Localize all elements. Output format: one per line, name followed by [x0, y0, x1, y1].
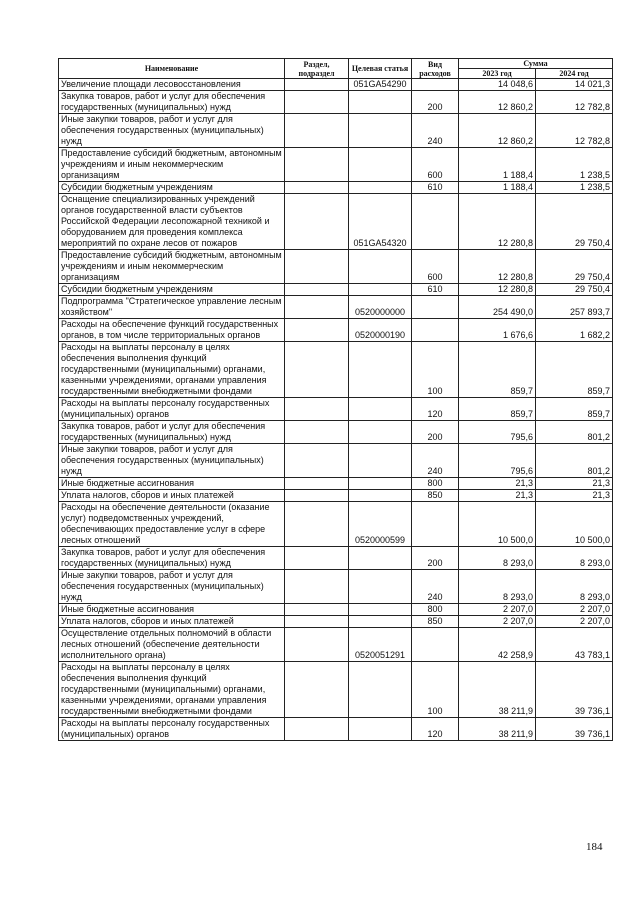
row-name: Закупка товаров, работ и услуг для обеспечения государственных (муниципальных) нужд [59, 421, 285, 444]
row-name: Закупка товаров, работ и услуг для обеспечения государственных (муниципальных) нужд [59, 91, 285, 114]
row-article: 051GA54290 [349, 79, 412, 91]
table-row [59, 718, 613, 741]
table-row [59, 490, 613, 502]
row-section [285, 490, 349, 502]
row-value-2024: 1 238,5 [536, 182, 613, 194]
row-article [349, 398, 412, 421]
row-section [285, 421, 349, 444]
row-type: 120 [412, 718, 459, 741]
table-body [59, 79, 613, 741]
row-name: Уплата налогов, сборов и иных платежей [59, 490, 285, 502]
row-value-2023: 14 048,6 [459, 79, 536, 91]
row-name: Расходы на выплаты персоналу государственных (муниципальных) органов [59, 718, 285, 741]
row-value-2024: 12 782,8 [536, 114, 613, 148]
row-section [285, 296, 349, 319]
row-type: 100 [412, 342, 459, 398]
row-value-2024: 39 736,1 [536, 718, 613, 741]
row-article: 0520000000 [349, 296, 412, 319]
row-value-2024: 14 021,3 [536, 79, 613, 91]
row-value-2024: 29 750,4 [536, 284, 613, 296]
table-row [59, 662, 613, 718]
row-value-2023: 1 676,6 [459, 319, 536, 342]
row-article [349, 421, 412, 444]
table-row [59, 250, 613, 284]
row-article [349, 616, 412, 628]
row-section [285, 604, 349, 616]
header-year-2023: 2023 год [459, 69, 536, 79]
row-section [285, 478, 349, 490]
row-article [349, 718, 412, 741]
row-name: Иные бюджетные ассигнования [59, 478, 285, 490]
row-article [349, 182, 412, 194]
row-type [412, 79, 459, 91]
row-value-2023: 795,6 [459, 421, 536, 444]
row-type: 120 [412, 398, 459, 421]
row-type: 610 [412, 182, 459, 194]
row-value-2024: 10 500,0 [536, 502, 613, 547]
row-name: Расходы на выплаты персоналу государственных (муниципальных) органов [59, 398, 285, 421]
row-article [349, 284, 412, 296]
row-section [285, 79, 349, 91]
table-row [59, 194, 613, 250]
row-name: Субсидии бюджетным учреждениям [59, 284, 285, 296]
row-value-2024: 29 750,4 [536, 250, 613, 284]
row-type [412, 628, 459, 662]
header-year-2024: 2024 год [536, 69, 613, 79]
row-value-2023: 12 860,2 [459, 114, 536, 148]
header-sum: Сумма [459, 59, 613, 69]
row-name: Осуществление отдельных полномочий в области лесных отношений (обеспечение деятельности исполнительного органа) [59, 628, 285, 662]
table-row [59, 91, 613, 114]
row-section [285, 616, 349, 628]
row-value-2024: 859,7 [536, 342, 613, 398]
row-type [412, 194, 459, 250]
row-section [285, 444, 349, 478]
row-value-2023: 859,7 [459, 342, 536, 398]
row-value-2023: 38 211,9 [459, 662, 536, 718]
row-article [349, 444, 412, 478]
table-row [59, 398, 613, 421]
row-section [285, 319, 349, 342]
table-row [59, 547, 613, 570]
row-value-2024: 12 782,8 [536, 91, 613, 114]
row-value-2023: 38 211,9 [459, 718, 536, 741]
header-section: Раздел, подраздел [285, 59, 349, 79]
row-article: 0520000599 [349, 502, 412, 547]
row-section [285, 502, 349, 547]
row-value-2023: 1 188,4 [459, 148, 536, 182]
row-type: 600 [412, 148, 459, 182]
row-value-2024: 8 293,0 [536, 547, 613, 570]
row-article: 0520000190 [349, 319, 412, 342]
row-section [285, 148, 349, 182]
table-row [59, 616, 613, 628]
budget-table [58, 58, 613, 741]
row-article [349, 114, 412, 148]
row-section [285, 398, 349, 421]
row-section [285, 182, 349, 194]
table-row [59, 284, 613, 296]
row-value-2024: 8 293,0 [536, 570, 613, 604]
table-row [59, 570, 613, 604]
row-value-2023: 21,3 [459, 478, 536, 490]
row-value-2023: 12 280,8 [459, 284, 536, 296]
row-section [285, 662, 349, 718]
row-type [412, 319, 459, 342]
row-value-2024: 21,3 [536, 490, 613, 502]
row-article [349, 478, 412, 490]
row-name: Расходы на обеспечение функций государственных органов, в том числе территориальных органов [59, 319, 285, 342]
row-section [285, 250, 349, 284]
page-number: 184 [586, 841, 603, 853]
row-type: 200 [412, 421, 459, 444]
row-article [349, 604, 412, 616]
table-row [59, 79, 613, 91]
row-article [349, 490, 412, 502]
row-section [285, 194, 349, 250]
row-type: 100 [412, 662, 459, 718]
table-row [59, 342, 613, 398]
row-value-2023: 42 258,9 [459, 628, 536, 662]
row-value-2024: 257 893,7 [536, 296, 613, 319]
row-article [349, 547, 412, 570]
row-name: Расходы на выплаты персоналу в целях обеспечения выполнения функций государственными (муниципальными) органами, казенными учреждениями, органами управления государственными внебюджетными фондами [59, 342, 285, 398]
row-type: 240 [412, 444, 459, 478]
row-value-2024: 1 238,5 [536, 148, 613, 182]
row-value-2024: 2 207,0 [536, 616, 613, 628]
row-type: 200 [412, 547, 459, 570]
row-name: Иные бюджетные ассигнования [59, 604, 285, 616]
header-type: Вид расходов [412, 59, 459, 79]
table-row [59, 421, 613, 444]
header-name: Наименование [59, 59, 285, 79]
row-article [349, 148, 412, 182]
row-type: 240 [412, 570, 459, 604]
row-value-2024: 801,2 [536, 444, 613, 478]
row-article [349, 662, 412, 718]
row-article: 0520051291 [349, 628, 412, 662]
header-article: Целевая статья [349, 59, 412, 79]
row-article [349, 570, 412, 604]
table-header [59, 59, 613, 79]
table-row [59, 148, 613, 182]
row-section [285, 114, 349, 148]
row-value-2024: 21,3 [536, 478, 613, 490]
row-name: Закупка товаров, работ и услуг для обеспечения государственных (муниципальных) нужд [59, 547, 285, 570]
row-article [349, 91, 412, 114]
row-name: Иные закупки товаров, работ и услуг для обеспечения государственных (муниципальных) нужд [59, 444, 285, 478]
row-section [285, 91, 349, 114]
row-name: Субсидии бюджетным учреждениям [59, 182, 285, 194]
table-row [59, 628, 613, 662]
table-row [59, 478, 613, 490]
row-name: Иные закупки товаров, работ и услуг для обеспечения государственных (муниципальных) нужд [59, 570, 285, 604]
row-type: 850 [412, 616, 459, 628]
row-value-2023: 12 860,2 [459, 91, 536, 114]
row-value-2023: 21,3 [459, 490, 536, 502]
row-section [285, 628, 349, 662]
row-article: 051GA54320 [349, 194, 412, 250]
row-value-2023: 859,7 [459, 398, 536, 421]
row-value-2024: 43 783,1 [536, 628, 613, 662]
row-type: 850 [412, 490, 459, 502]
row-value-2023: 10 500,0 [459, 502, 536, 547]
row-name: Уплата налогов, сборов и иных платежей [59, 616, 285, 628]
row-type [412, 296, 459, 319]
row-value-2023: 2 207,0 [459, 604, 536, 616]
row-value-2023: 795,6 [459, 444, 536, 478]
row-value-2024: 859,7 [536, 398, 613, 421]
row-type: 200 [412, 91, 459, 114]
row-section [285, 547, 349, 570]
row-value-2024: 2 207,0 [536, 604, 613, 616]
row-value-2023: 2 207,0 [459, 616, 536, 628]
row-name: Оснащение специализированных учреждений органов государственной власти субъектов Российской Федерации лесопожарной техникой и оборудованием для проведения комплекса мероприятий по охране лесов от пожаров [59, 194, 285, 250]
row-value-2023: 12 280,8 [459, 250, 536, 284]
row-value-2023: 8 293,0 [459, 547, 536, 570]
row-name: Увеличение площади лесовосстановления [59, 79, 285, 91]
row-value-2024: 801,2 [536, 421, 613, 444]
row-type: 610 [412, 284, 459, 296]
row-name: Предоставление субсидий бюджетным, автономным учреждениям и иным некоммерческим организациям [59, 250, 285, 284]
row-section [285, 570, 349, 604]
table-row [59, 296, 613, 319]
row-value-2024: 1 682,2 [536, 319, 613, 342]
row-article [349, 250, 412, 284]
row-name: Расходы на выплаты персоналу в целях обеспечения выполнения функций государственными (муниципальными) органами, казенными учреждениями, органами управления государственными внебюджетными фондами [59, 662, 285, 718]
row-section [285, 718, 349, 741]
table-row [59, 444, 613, 478]
row-section [285, 342, 349, 398]
row-type: 600 [412, 250, 459, 284]
row-value-2023: 12 280,8 [459, 194, 536, 250]
row-type [412, 502, 459, 547]
row-name: Предоставление субсидий бюджетным, автономным учреждениям и иным некоммерческим организациям [59, 148, 285, 182]
row-value-2024: 39 736,1 [536, 662, 613, 718]
row-type: 800 [412, 478, 459, 490]
table-row [59, 604, 613, 616]
row-value-2023: 254 490,0 [459, 296, 536, 319]
row-name: Расходы на обеспечение деятельности (оказание услуг) подведомственных учреждений, обеспечивающих предоставление услуг в сфере лесных отношений [59, 502, 285, 547]
row-value-2023: 8 293,0 [459, 570, 536, 604]
table-row [59, 182, 613, 194]
row-name: Иные закупки товаров, работ и услуг для обеспечения государственных (муниципальных) нужд [59, 114, 285, 148]
row-type: 240 [412, 114, 459, 148]
table-row [59, 502, 613, 547]
row-section [285, 284, 349, 296]
row-value-2023: 1 188,4 [459, 182, 536, 194]
row-type: 800 [412, 604, 459, 616]
table-row [59, 114, 613, 148]
row-name: Подпрограмма "Стратегическое управление лесным хозяйством" [59, 296, 285, 319]
row-value-2024: 29 750,4 [536, 194, 613, 250]
table-row [59, 319, 613, 342]
row-article [349, 342, 412, 398]
